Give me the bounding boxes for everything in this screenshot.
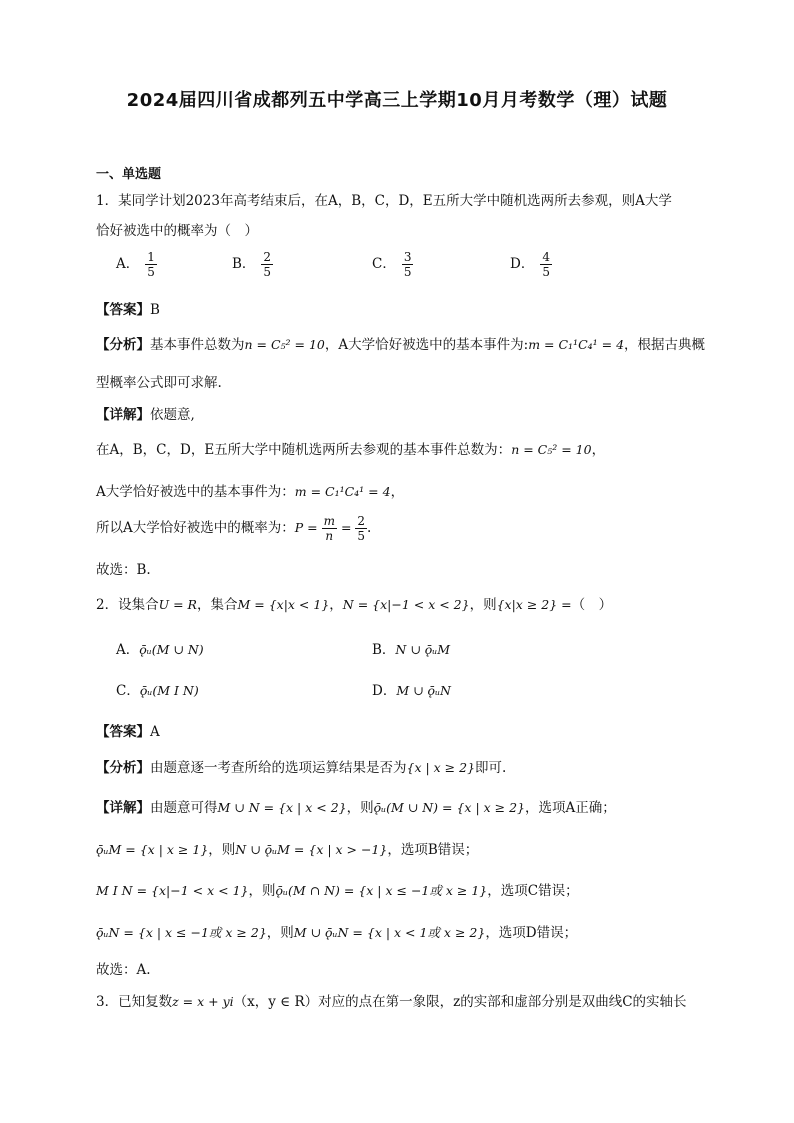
fraction: $\frac{2}{5}$ xyxy=(263,250,272,279)
q2-detail-line1: 【详解】由题意可得M ∪ N = {x | x < 2}，则ǭᵤ(M ∪ N) = {x | x ≥ 2}，选项A正确； xyxy=(96,800,616,816)
option-label: D． xyxy=(510,256,535,272)
answer-value: B xyxy=(150,302,160,318)
fraction: $\frac{m}{n}$ xyxy=(323,514,335,543)
q1-detail-line1: 【详解】依题意, xyxy=(96,407,195,423)
option-label: B． xyxy=(232,256,256,272)
q1-answer xyxy=(96,298,160,318)
q1-analysis-line1: 【分析】基本事件总数为n = C₅² = 10，A大学恰好被选中的基本事件为:m = C₁¹C₄¹ = 4，根据古典概 xyxy=(96,337,706,353)
q1-option-d xyxy=(510,250,552,279)
fraction: $\frac{1}{5}$ xyxy=(147,250,155,279)
q1-detail-line2: 在A，B，C，D，E五所大学中随机选两所去参观的基本事件总数为：n = C₅² = 10， xyxy=(96,442,606,458)
option-label: A． xyxy=(116,256,140,272)
q2-conclusion: 故选：A. xyxy=(96,962,151,978)
answer-tag: 【答案】 xyxy=(96,724,150,740)
section-heading: 一、单选题 xyxy=(96,167,162,182)
fraction: $\frac{2}{5}$ xyxy=(357,514,366,543)
analysis-tag: 【分析】 xyxy=(96,337,150,353)
q2-option-d: D．M ∪ ǭᵤN xyxy=(372,683,451,699)
q1-option-b xyxy=(232,250,273,279)
q1-detail-line3: A大学恰好被选中的基本事件为：m = C₁¹C₄¹ = 4， xyxy=(96,484,405,500)
q1-option-c xyxy=(372,250,413,279)
q2-detail-line2: ǭᵤM = {x | x ≥ 1}，则N ∪ ǭᵤM = {x | x > −1}，选项B错误； xyxy=(96,842,479,858)
option-label: C． xyxy=(372,256,396,272)
q3-stem: 3．已知复数z = x + yi（x，y ∈ R）对应的点在第一象限，z的实部和虚部分别是双曲线C的实轴长 xyxy=(96,994,687,1010)
q2-option-b: B．N ∪ ǭᵤM xyxy=(372,642,451,658)
q1-analysis-line2: 型概率公式即可求解. xyxy=(96,375,222,391)
detail-tag: 【详解】 xyxy=(96,407,150,423)
q1-conclusion: 故选：B. xyxy=(96,562,151,578)
document-title: 2024届四川省成都列五中学高三上学期10月月考数学（理）试题 xyxy=(126,90,668,111)
q2-stem: 2．设集合U = R，集合M = {x|x < 1}，N = {x|−1 < x < 2}，则{x|x ≥ 2} =（ ） xyxy=(96,597,613,613)
analysis-tag: 【分析】 xyxy=(96,760,150,776)
q2-option-a: A．ǭᵤ(M ∪ N) xyxy=(116,642,204,658)
q1-stem-line2: 恰好被选中的概率为（ ） xyxy=(96,223,258,239)
q1-option-a xyxy=(116,250,157,279)
answer-tag: 【答案】 xyxy=(96,302,150,318)
q2-detail-line3: M I N = {x|−1 < x < 1}，则ǭᵤ(M ∩ N) = {x | x ≤ −1或 x ≥ 1}，选项C错误； xyxy=(96,883,579,899)
fraction: $\frac{3}{5}$ xyxy=(403,250,412,279)
fraction: $\frac{4}{5}$ xyxy=(542,250,550,279)
q2-analysis: 【分析】由题意逐一考查所给的选项运算结果是否为{x | x ≥ 2}即可. xyxy=(96,760,507,776)
q2-option-c: C．ǭᵤ(M I N) xyxy=(116,683,199,699)
q1-detail-line4: 所以A大学恰好被选中的概率为：P = $\frac{m}{n}$ = $\frac{2}{5}$ . xyxy=(96,514,372,543)
answer-value: A xyxy=(150,724,160,740)
detail-tag: 【详解】 xyxy=(96,800,150,816)
q1-stem-line1: 1．某同学计划2023年高考结束后，在A，B，C，D，E五所大学中随机选两所去参观，则A大学 xyxy=(96,193,672,209)
q2-answer xyxy=(96,720,160,740)
q2-detail-line4: ǭᵤN = {x | x ≤ −1或 x ≥ 2}，则M ∪ ǭᵤN = {x | x < 1或 x ≥ 2}，选项D错误； xyxy=(96,925,578,941)
